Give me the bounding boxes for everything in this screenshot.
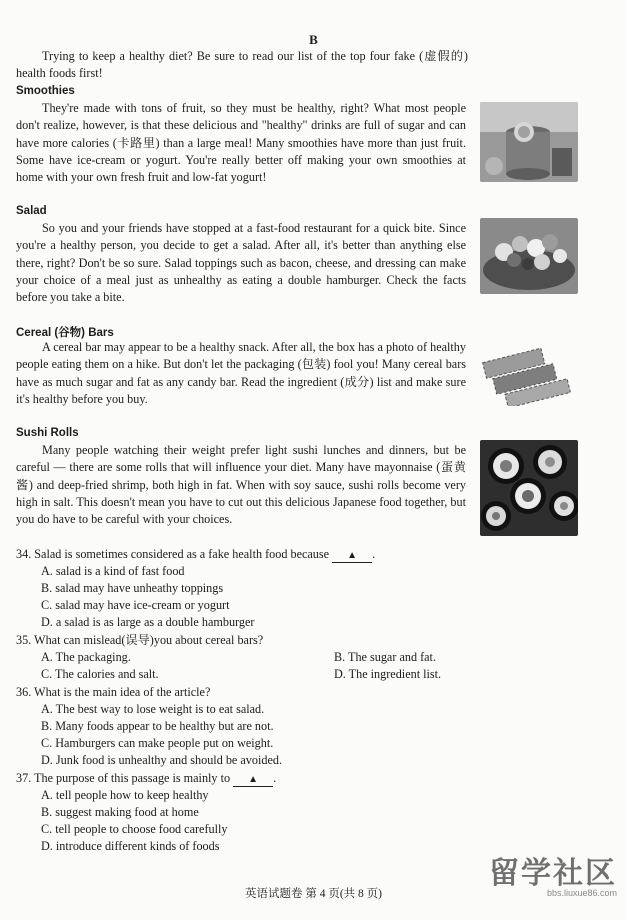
option-34-c: C. salad may have ice-cream or yogurt	[41, 598, 230, 612]
question-37-stem: 37. The purpose of this passage is mainly to	[16, 771, 231, 785]
smoothie-image	[480, 102, 578, 182]
question-35-stem: 35. What can mislead(误导)you about cereal bars?	[16, 633, 264, 647]
watermark-title: 留学社区	[489, 857, 617, 890]
option-34-b: B. salad may have unheathy toppings	[41, 581, 224, 595]
question-35	[16, 632, 263, 649]
option-36-a: A. The best way to lose weight is to eat salad.	[41, 702, 265, 716]
heading-smoothies: Smoothies	[16, 85, 75, 97]
question-37-end: .	[273, 771, 277, 785]
cereal-bars-image	[478, 336, 578, 406]
answer-blank-37: ▲	[233, 774, 273, 787]
question-34-end: .	[372, 547, 376, 561]
sushi-image	[480, 440, 578, 536]
heading-salad: Salad	[16, 205, 47, 217]
option-37-a: A. tell people how to keep healthy	[41, 788, 209, 802]
option-37-b: B. suggest making food at home	[41, 805, 199, 819]
heading-sushi-rolls: Sushi Rolls	[16, 427, 79, 439]
site-watermark	[489, 848, 617, 898]
question-36	[16, 684, 210, 701]
section-letter: B	[309, 32, 318, 47]
intro-paragraph: Trying to keep a healthy diet? Be sure to read our list of the top four fake (虚假的) health foods first!	[16, 49, 468, 81]
option-36-c: C. Hamburgers can make people put on weight.	[41, 736, 274, 750]
paragraph-smoothies: They're made with tons of fruit, so they must be healthy, right? What most people don't realize, however, is that these delicious and "healthy" drinks are full of sugar and can have more calories (卡路里) than a large meal! Many smoothies have more than just fruit. Some have ice-cream or yogurt. You're really better off making your own smoothies at home with your own fresh fruit and low-fat yogurt!	[16, 101, 466, 185]
question-34	[16, 546, 375, 563]
question-34-stem: 34. Salad is sometimes considered as a fake health food because	[16, 547, 330, 561]
option-36-d: D. Junk food is unhealthy and should be avoided.	[41, 753, 283, 767]
answer-blank-34: ▲	[332, 550, 372, 563]
question-37	[16, 770, 276, 787]
option-35-b: B. The sugar and fat.	[334, 650, 436, 664]
option-37-c: C. tell people to choose food carefully	[41, 822, 228, 836]
salad-image	[480, 218, 578, 294]
question-36-stem: 36. What is the main idea of the article?	[16, 685, 211, 699]
page-footer: 英语试题卷 第 4 页(共 8 页)	[244, 888, 383, 900]
option-34-d: D. a salad is as large as a double hamburger	[41, 615, 255, 629]
option-34-a: A. salad is a kind of fast food	[41, 564, 185, 578]
option-35-d: D. The ingredient list.	[334, 667, 442, 681]
watermark-url: bbs.liuxue86.com	[546, 888, 617, 898]
paragraph-sushi-rolls: Many people watching their weight prefer light sushi lunches and dinners, but be careful — there are some rolls that will influence your diet. Many have mayonnaise (蛋黄酱) and deep-fried shrimp, both high in fat. When with soy sauce, sushi rolls become very high in salt. This doesn't mean you have to cut out this delicious Japanese food together, but you do have to be careful with your choices.	[16, 443, 466, 527]
option-35-c: C. The calories and salt.	[41, 667, 159, 681]
option-37-d: D. introduce different kinds of foods	[41, 839, 220, 853]
option-35-a: A. The packaging.	[41, 650, 131, 664]
heading-cereal-bars: Cereal (谷物) Bars	[16, 327, 114, 339]
paragraph-salad: So you and your friends have stopped at a fast-food restaurant for a quick bite. Since you're a healthy person, you decide to get a salad. After all, it's better than anything else there, right? Don't be so sure. Salad toppings such as bacon, cheese, and dressing can make your choice of a meal just as unhealthy as eating a double hamburger. Check the facts before you take a bite.	[16, 221, 466, 305]
option-36-b: B. Many foods appear to be healthy but are not.	[41, 719, 274, 733]
paragraph-cereal-bars: A cereal bar may appear to be a healthy snack. After all, the box has a photo of healthy people eating them on a hike. But don't let the packaging (包装) fool you! Many cereal bars have as much sugar and fat as any candy bar. Read the ingredient (成分) list and make sure it's healthy before you buy.	[16, 340, 466, 406]
